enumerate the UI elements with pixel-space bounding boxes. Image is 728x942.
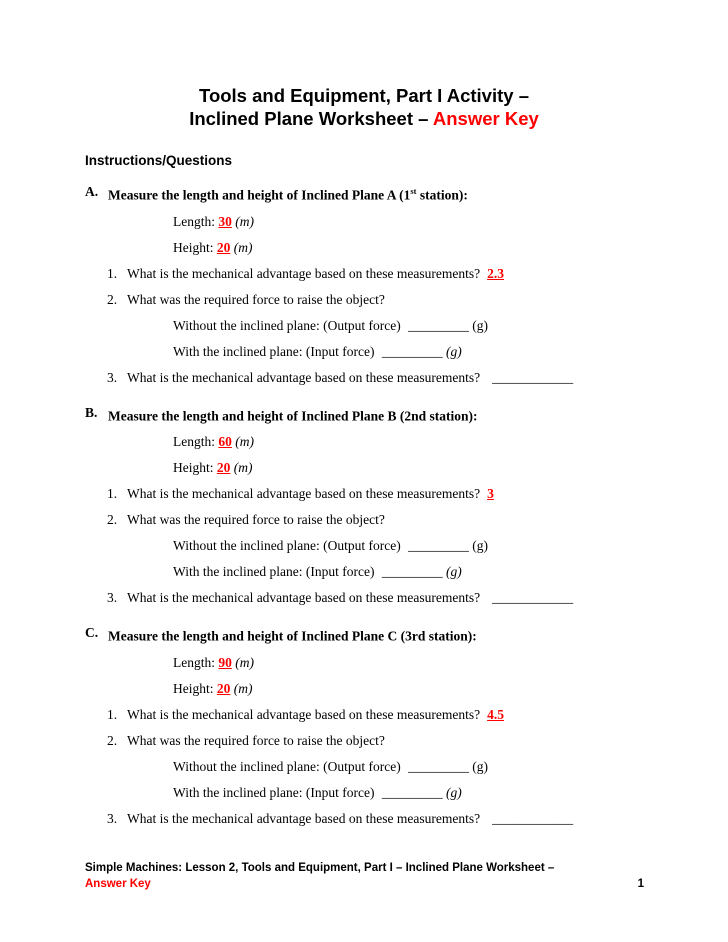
- heading-pre: Measure the length and height of Inclined Plane A (1: [108, 187, 411, 203]
- question-text-wrap: [127, 481, 494, 507]
- answer-blank: ____________: [492, 369, 574, 385]
- grams-unit: (g): [472, 538, 489, 553]
- worksheet-body: [85, 179, 644, 832]
- without-plane-line: [85, 313, 644, 339]
- footer-line1: Simple Machines: Lesson 2, Tools and Equipment, Part I – Inclined Plane Worksheet –: [85, 862, 555, 874]
- question-text-wrap: [127, 261, 504, 287]
- question-number: 2.: [107, 291, 118, 307]
- instructions-heading: Instructions/Questions: [85, 153, 233, 168]
- question-text: What was the required force to raise the object?: [127, 291, 385, 307]
- height-value: 20: [216, 460, 231, 475]
- title-line1: Tools and Equipment, Part I Activity –: [199, 85, 529, 106]
- question-number: 3.: [107, 369, 118, 385]
- heading-pre: Measure the length and height of Inclined Plane C (3rd station):: [108, 628, 477, 644]
- section-b-heading: [85, 400, 644, 430]
- length-label: Length:: [173, 434, 215, 449]
- question-1-line: [85, 261, 644, 287]
- question-text: What is the mechanical advantage based on these measurements?: [127, 706, 481, 722]
- with-plane-line: [85, 339, 644, 365]
- mechanical-advantage-answer: 4.5: [487, 706, 504, 722]
- question-text: What is the mechanical advantage based on these measurements?: [127, 810, 481, 826]
- mechanical-advantage-answer: 3: [487, 486, 494, 501]
- length-line: [85, 650, 644, 676]
- question-1-line: [85, 481, 644, 507]
- without-plane-text: Without the inclined plane: (Output force): [173, 538, 401, 553]
- length-value: 90: [218, 654, 232, 670]
- question-number: 3.: [107, 590, 118, 605]
- heading-superscript: st: [410, 187, 417, 196]
- section-b: [85, 400, 644, 612]
- without-plane-text: Without the inclined plane: (Output force): [173, 317, 401, 333]
- meters-unit: (m): [235, 654, 254, 670]
- question-number: 2.: [107, 512, 118, 527]
- question-number: 2.: [107, 732, 118, 748]
- height-label: Height:: [173, 239, 214, 255]
- section-heading-text: [108, 400, 478, 430]
- question-text-wrap: [127, 806, 573, 832]
- section-heading-text: [108, 620, 477, 650]
- answer-blank: _________: [381, 564, 443, 579]
- question-number: 3.: [107, 810, 118, 826]
- with-plane-text: With the inclined plane: (Input force): [173, 564, 375, 579]
- question-number: 1.: [107, 486, 118, 501]
- answer-blank: ____________: [492, 590, 574, 605]
- question-3-line: [85, 365, 644, 391]
- footer-line2: [85, 876, 644, 892]
- question-text: What was the required force to raise the object?: [127, 732, 385, 748]
- question-text: What is the mechanical advantage based on these measurements?: [127, 369, 481, 385]
- height-value: 20: [216, 680, 231, 696]
- section-a: [85, 179, 644, 391]
- meters-unit: (m): [235, 434, 254, 449]
- heading-post: station):: [416, 187, 468, 203]
- question-number: 1.: [107, 706, 118, 722]
- grams-unit-italic: (g): [446, 564, 462, 579]
- with-plane-line: [85, 559, 644, 585]
- section-letter: B.: [85, 404, 98, 420]
- question-text: What is the mechanical advantage based on these measurements?: [127, 265, 481, 281]
- heading-pre: Measure the length and height of Inclined Plane B (2nd station):: [108, 408, 478, 423]
- grams-unit: (g): [472, 317, 489, 333]
- answer-blank: _________: [408, 538, 469, 553]
- answer-blank: _________: [408, 758, 469, 774]
- question-number: 1.: [107, 265, 118, 281]
- title-answer-key: Answer Key: [432, 108, 539, 129]
- section-letter: C.: [85, 625, 99, 640]
- mechanical-advantage-answer: 2.3: [487, 265, 504, 281]
- question-text-wrap: [127, 365, 573, 391]
- height-value: 20: [216, 239, 231, 255]
- length-line: [85, 429, 644, 455]
- question-text: What is the mechanical advantage based on these measurements?: [127, 486, 481, 501]
- section-c: [85, 620, 644, 832]
- page-number: 1: [637, 878, 644, 890]
- length-line: [85, 209, 644, 235]
- length-label: Length:: [173, 213, 215, 229]
- height-line: [85, 235, 644, 261]
- question-text: What is the mechanical advantage based on these measurements?: [127, 590, 481, 605]
- question-3-line: [85, 585, 644, 611]
- grams-unit-italic: (g): [446, 343, 462, 359]
- height-line: [85, 455, 644, 481]
- grams-unit-italic: (g): [446, 784, 462, 800]
- meters-unit: (m): [233, 239, 253, 255]
- meters-unit: (m): [233, 460, 253, 475]
- title-line2: [0, 107, 728, 130]
- document-title: [0, 0, 728, 130]
- question-2-line: [85, 728, 644, 754]
- question-text: What was the required force to raise the object?: [127, 512, 385, 527]
- height-line: [85, 676, 644, 702]
- title-line2-black: Inclined Plane Worksheet –: [189, 108, 429, 129]
- question-3-line: [85, 806, 644, 832]
- section-heading-text: [108, 179, 468, 209]
- question-text-wrap: [127, 585, 573, 611]
- without-plane-line: [85, 754, 644, 780]
- answer-blank: _________: [408, 317, 469, 333]
- length-value: 30: [218, 213, 232, 229]
- section-c-heading: [85, 620, 644, 650]
- meters-unit: (m): [235, 213, 254, 229]
- section-letter: A.: [85, 184, 99, 199]
- section-a-heading: [85, 179, 644, 209]
- grams-unit: (g): [472, 758, 489, 774]
- length-label: Length:: [173, 654, 215, 670]
- without-plane-line: [85, 533, 644, 559]
- answer-blank: _________: [381, 343, 443, 359]
- answer-blank: _________: [381, 784, 443, 800]
- without-plane-text: Without the inclined plane: (Output force): [173, 758, 401, 774]
- with-plane-line: [85, 780, 644, 806]
- meters-unit: (m): [233, 680, 253, 696]
- question-2-line: [85, 507, 644, 533]
- length-value: 60: [218, 434, 232, 449]
- footer-answer-key: Answer Key: [85, 878, 151, 890]
- with-plane-text: With the inclined plane: (Input force): [173, 784, 375, 800]
- question-1-line: [85, 702, 644, 728]
- with-plane-text: With the inclined plane: (Input force): [173, 343, 375, 359]
- question-text-wrap: [127, 702, 504, 728]
- answer-blank: ____________: [492, 810, 574, 826]
- height-label: Height:: [173, 680, 214, 696]
- question-2-line: [85, 287, 644, 313]
- height-label: Height:: [173, 460, 214, 475]
- page-footer: [85, 860, 644, 892]
